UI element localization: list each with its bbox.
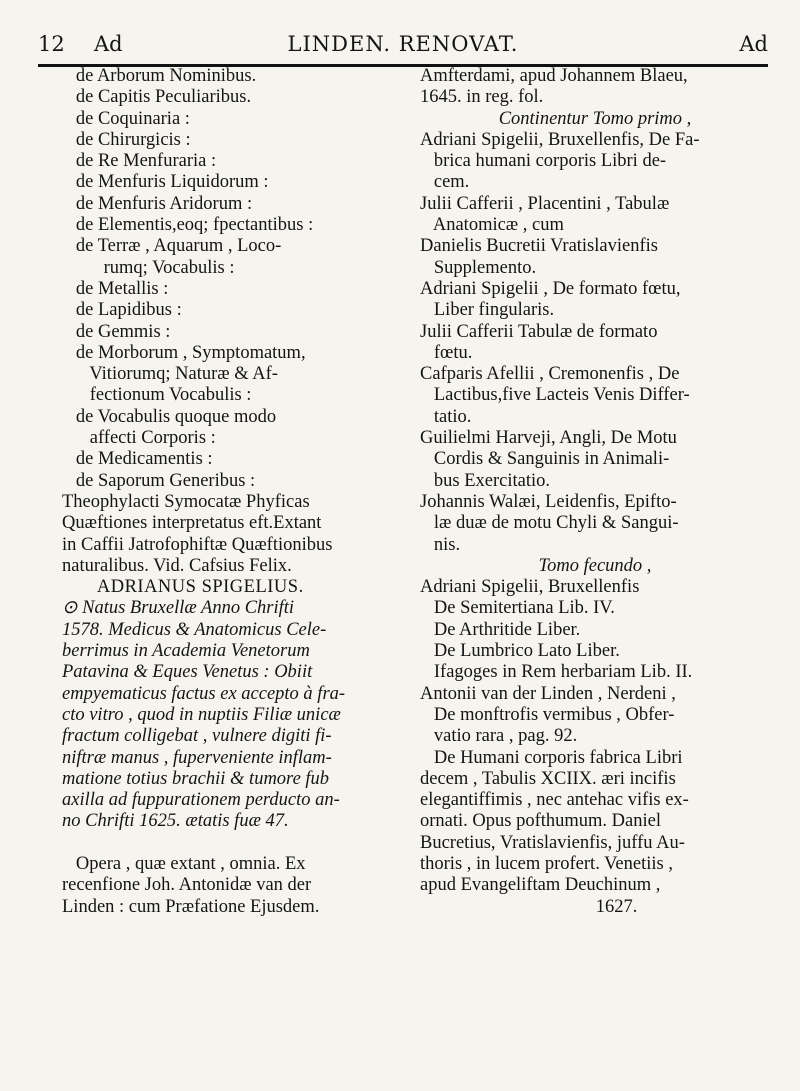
text-line: de Vocabulis quoque modo	[62, 406, 277, 427]
text-line: Bucretius, Vratislavienfis, juffu Au-	[420, 832, 685, 853]
text-line: cem.	[420, 172, 470, 193]
text-line: Anatomicæ , cum	[420, 215, 564, 236]
text-line: Opera , quæ extant , omnia. Ex	[62, 853, 306, 874]
text-line: ADRIANUS SPIGELIUS.	[62, 577, 304, 598]
text-line: decem , Tabulis XCIIX. æri incifis	[420, 768, 676, 789]
text-line: Continentur Tomo primo ,	[498, 108, 692, 129]
text-line: nis.	[420, 534, 461, 555]
text-line: Quæftiones interpretatus eft.Extant	[62, 513, 322, 534]
text-line: de Morborum , Symptomatum,	[62, 342, 306, 363]
text-line: niftræ manus , fuperveniente inflam-	[62, 747, 332, 768]
text-line: Adriani Spigelii, Bruxellenfis	[420, 577, 640, 598]
text-line: Linden : cum Præfatione Ejusdem.	[62, 896, 320, 917]
text-line: 1645. in reg. fol.	[420, 87, 544, 108]
left-column	[62, 66, 407, 918]
headword-left: Ad	[94, 32, 123, 56]
text-line: Supplemento.	[420, 257, 537, 278]
text-line: naturalibus. Vid. Cafsius Felix.	[62, 555, 292, 576]
text-line: fœtu.	[420, 342, 473, 363]
text-line: de Capitis Peculiaribus.	[62, 87, 252, 108]
text-line: Vitiorumq; Naturæ & Af-	[62, 364, 278, 385]
text-line: Julii Cafferii Tabulæ de formato	[420, 321, 658, 342]
text-line: berrimus in Academia Venetorum	[62, 641, 310, 662]
text-line: Julii Cafferii , Placentini , Tabulæ	[420, 193, 670, 214]
headword-right: Ad	[739, 32, 768, 56]
text-line: thoris , in lucem profert. Venetiis ,	[420, 853, 673, 874]
text-line: De monftrofis vermibus , Obfer-	[420, 704, 675, 725]
text-line: brica humani corporis Libri de-	[420, 151, 667, 172]
running-header	[38, 28, 768, 68]
text-line: bus Exercitatio.	[420, 470, 550, 491]
text-line: de Re Menfuraria :	[62, 151, 217, 172]
text-line: Ifagoges in Rem herbariam Lib. II.	[420, 662, 693, 683]
text-line: Tomo fecundo ,	[538, 555, 652, 576]
text-line: axilla ad fuppurationem perducto an-	[62, 790, 340, 811]
text-line: de Medicamentis :	[62, 449, 213, 470]
text-line: no Chrifti 1625. ætatis fuæ 47.	[62, 811, 289, 832]
text-line: de Elementis,eoq; fpectantibus :	[62, 215, 314, 236]
text-line: apud Evangeliftam Deuchinum ,	[420, 875, 661, 896]
text-line: de Gemmis :	[62, 321, 171, 342]
text-line: De Semitertiana Lib. IV.	[420, 598, 615, 619]
text-line: læ duæ de motu Chyli & Sangui-	[420, 513, 679, 534]
text-line: matione totius brachii & tumore fub	[62, 768, 330, 789]
text-line: de Metallis :	[62, 278, 169, 299]
text-line: ornati. Opus pofthumum. Daniel	[420, 811, 661, 832]
text-line: De Humani corporis fabrica Libri	[420, 747, 683, 768]
text-line: fractum colligebat , vulnere digiti fi-	[62, 726, 332, 747]
text-line: Antonii van der Linden , Nerdeni ,	[420, 683, 676, 704]
text-line	[62, 833, 407, 854]
text-line: Cordis & Sanguinis in Animali-	[420, 449, 670, 470]
text-line: affecti Corporis :	[62, 428, 216, 449]
text-line: recenfione Joh. Antonidæ van der	[62, 875, 312, 896]
text-line: 1627.	[420, 896, 638, 917]
text-line: de Chirurgicis :	[62, 129, 191, 150]
text-line: tatio.	[420, 406, 472, 427]
text-line: Adriani Spigelii , De formato fœtu,	[420, 278, 681, 299]
text-line: empyematicus factus ex accepto à fra-	[62, 683, 346, 704]
text-line: vatio rara , pag. 92.	[420, 726, 578, 747]
text-line: Adriani Spigelii, Bruxellenfis, De Fa-	[420, 129, 700, 150]
text-line: Cafparis Afellii , Cremonenfis , De	[420, 364, 680, 385]
page-title: LINDEN. RENOVAT.	[287, 32, 519, 56]
text-line: in Caffii Jatrofophiftæ Quæftionibus	[62, 534, 333, 555]
text-line: de Menfuris Aridorum :	[62, 193, 253, 214]
text-line: ⊙ Natus Bruxellæ Anno Chrifti	[62, 598, 295, 619]
text-line: Danielis Bucretii Vratislavienfis	[420, 236, 658, 257]
right-column	[420, 66, 770, 918]
text-line: rumq; Vocabulis :	[62, 257, 235, 278]
page-number: 12	[38, 32, 65, 56]
text-line: Johannis Walæi, Leidenfis, Epifto-	[420, 491, 677, 512]
text-line: De Arthritide Liber.	[420, 619, 581, 640]
text-line: Theophylacti Symocatæ Phyficas	[62, 491, 310, 512]
text-line: elegantiffimis , nec antehac vifis ex-	[420, 790, 689, 811]
text-line: Patavina & Eques Venetus : Obiit	[62, 662, 313, 683]
text-line: de Terræ , Aquarum , Loco-	[62, 236, 282, 257]
text-line: cto vitro , quod in nuptiis Filiæ unicæ	[62, 704, 341, 725]
text-line: Lactibus,five Lacteis Venis Differ-	[420, 385, 690, 406]
text-line: De Lumbrico Lato Liber.	[420, 641, 620, 662]
text-line: Amfterdami, apud Johannem Blaeu,	[420, 66, 688, 86]
text-line: de Saporum Generibus :	[62, 470, 256, 491]
text-line: de Lapidibus :	[62, 300, 182, 321]
text-line: fectionum Vocabulis :	[62, 385, 252, 406]
text-line: de Arborum Nominibus.	[62, 66, 257, 86]
text-line: de Coquinaria :	[62, 108, 190, 129]
text-line: Liber fingularis.	[420, 300, 555, 321]
text-line: 1578. Medicus & Anatomicus Cele-	[62, 619, 327, 640]
text-line: Guilielmi Harveji, Angli, De Motu	[420, 428, 677, 449]
text-line: de Menfuris Liquidorum :	[62, 172, 269, 193]
